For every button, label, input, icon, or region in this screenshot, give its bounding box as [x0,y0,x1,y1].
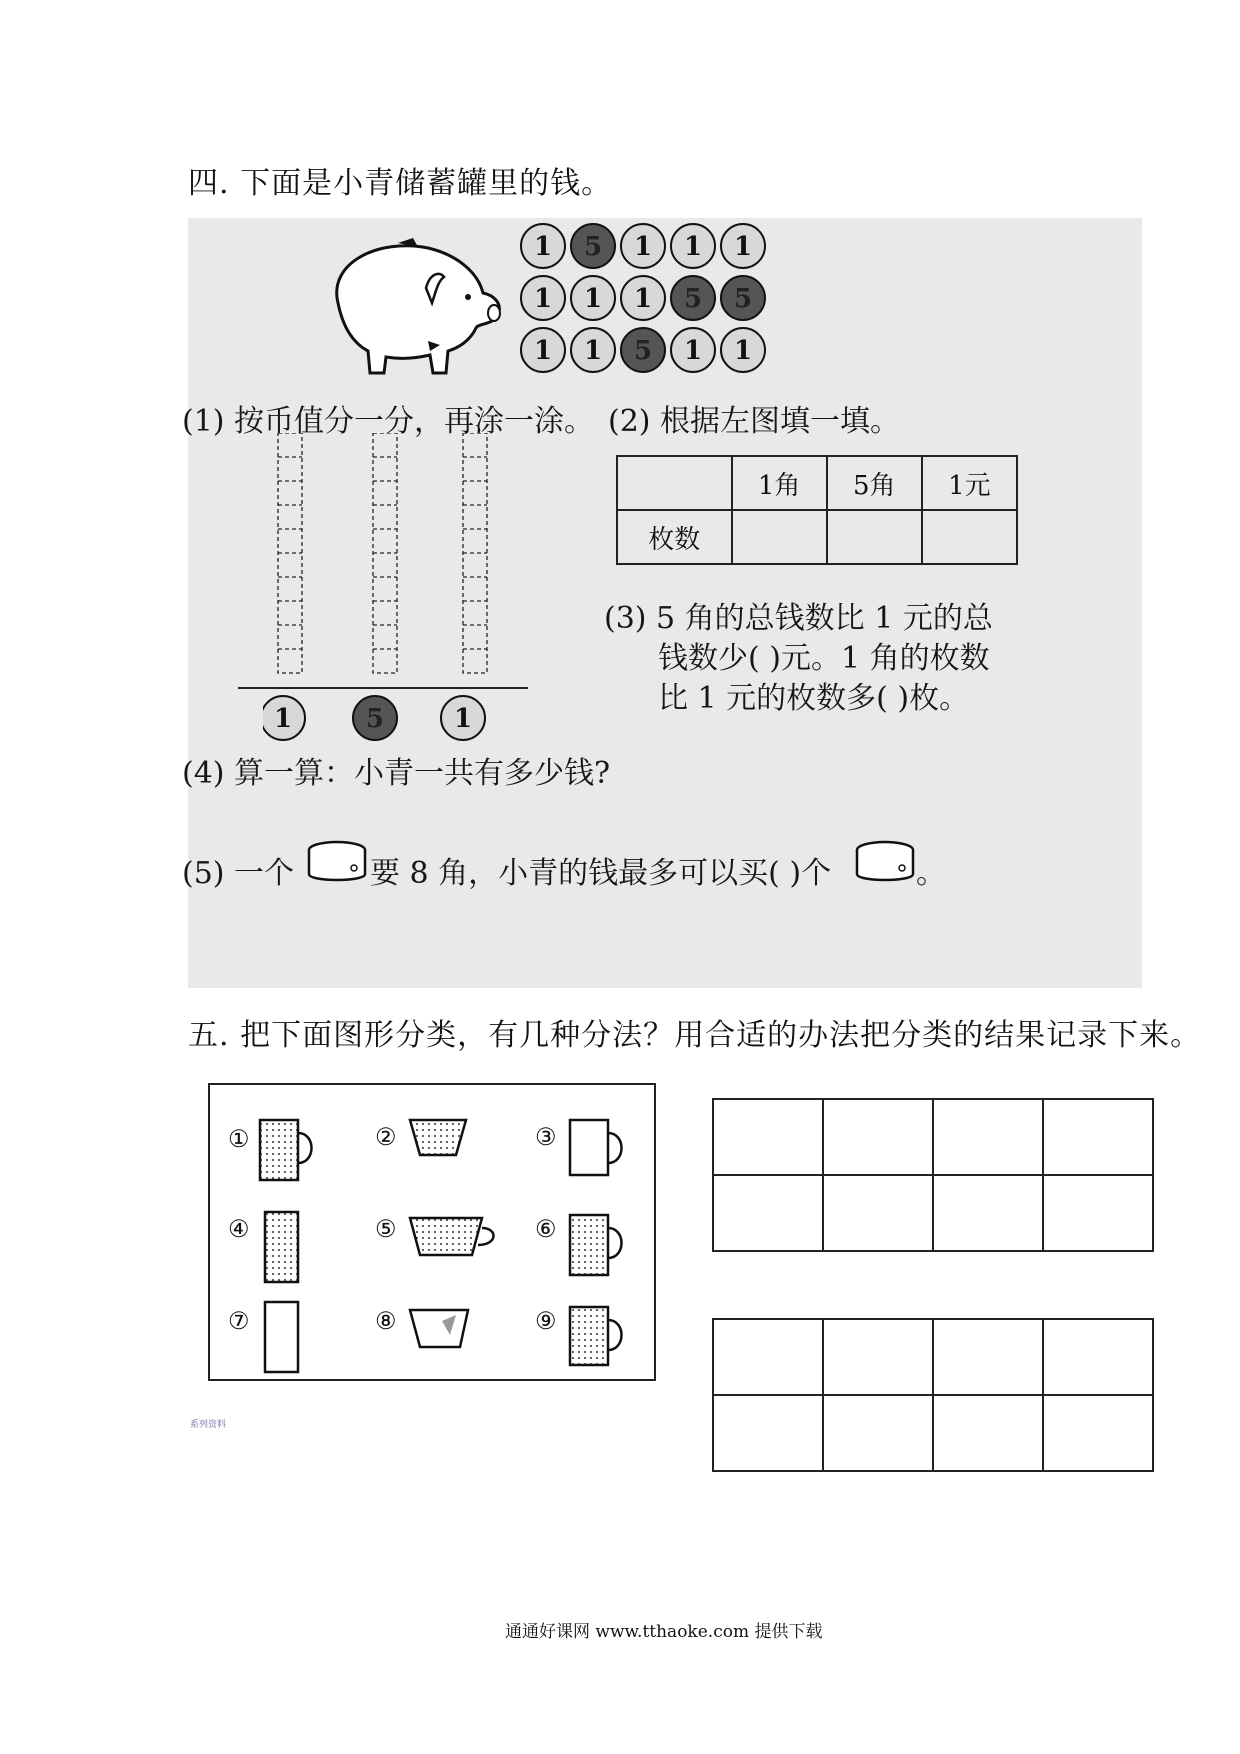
grid-coin-5 [521,276,565,320]
table-cell-5jiao[interactable] [827,510,922,564]
grid-cell[interactable] [1043,1099,1153,1175]
svg-text:1: 1 [633,232,653,262]
scanned-exercise-image [182,218,1142,988]
coin-count-table [616,455,1018,565]
q1-text: (1) 按币值分一分，再涂一涂。 [182,404,595,439]
bowl-icon [306,838,368,888]
svg-text:1: 1 [683,336,703,366]
grid-cell[interactable] [823,1395,933,1471]
svg-text:1: 1 [533,336,553,366]
q4-text: (4) 算一算：小青一共有多少钱? [182,756,611,791]
grid-cell[interactable] [713,1099,823,1175]
svg-text:1: 1 [733,232,753,262]
grid-coin-9 [721,276,765,320]
q3-line2: 钱数少( )元。1 角的枚数 [658,641,990,676]
table-header-5jiao: 5角 [827,456,922,510]
svg-text:1: 1 [733,336,753,366]
svg-text:1: 1 [683,232,703,262]
svg-text:5: 5 [365,704,385,734]
bottom-coin-2 [441,696,485,740]
q3-line3: 比 1 元的枚数多( )枚。 [658,681,970,716]
grid-coin-11 [571,328,615,372]
svg-text:1: 1 [583,336,603,366]
answer-grid-2 [712,1318,1154,1472]
cup-number-9: ⑨ [535,1307,557,1335]
q5-part2: 要 8 角，小青的钱最多可以买( )个 [370,856,832,891]
cup-number-2: ② [375,1123,397,1151]
grid-cell[interactable] [933,1175,1043,1251]
cup-number-8: ⑧ [375,1307,397,1335]
footer-text: 通通好课网 www.tthaoke.com 提供下载 [505,1622,823,1642]
cup-number-3: ③ [535,1123,557,1151]
grid-cell[interactable] [823,1175,933,1251]
cup-number-7: ⑦ [228,1307,250,1335]
grid-coin-7 [621,276,665,320]
grid-cell[interactable] [933,1319,1043,1395]
q5-part1: (5) 一个 [182,856,295,891]
cups-svg [210,1085,654,1379]
sorting-columns [238,433,528,723]
table-row-label: 枚数 [617,510,732,564]
svg-text:5: 5 [633,336,653,366]
svg-text:1: 1 [533,232,553,262]
coin-grid [518,218,768,378]
grid-cell[interactable] [933,1395,1043,1471]
table-cell-1jiao[interactable] [732,510,827,564]
grid-coin-13 [671,328,715,372]
svg-text:5: 5 [733,284,753,314]
svg-text:1: 1 [633,284,653,314]
grid-cell[interactable] [713,1175,823,1251]
cups-figure [208,1083,656,1381]
grid-coin-4 [721,224,765,268]
q5-part3: 。 [916,856,946,891]
grid-coin-6 [571,276,615,320]
grid-cell[interactable] [1043,1175,1153,1251]
bottom-coins [263,688,523,748]
svg-text:1: 1 [583,284,603,314]
grid-cell[interactable] [713,1319,823,1395]
cup-number-4: ④ [228,1215,250,1243]
grid-coin-8 [671,276,715,320]
watermark-text: 系列资料 [190,1420,227,1430]
grid-coin-1 [571,224,615,268]
grid-cell[interactable] [1043,1395,1153,1471]
grid-cell[interactable] [713,1395,823,1471]
answer-grid-1 [712,1098,1154,1252]
grid-cell[interactable] [823,1099,933,1175]
table-header-empty [617,456,732,510]
svg-text:5: 5 [683,284,703,314]
bowl-icon-2 [854,838,916,888]
cup-number-6: ⑥ [535,1215,557,1243]
grid-coin-2 [621,224,665,268]
grid-coin-12 [621,328,665,372]
table-cell-1yuan[interactable] [922,510,1017,564]
svg-text:1: 1 [453,704,473,734]
q3-line1: (3) 5 角的总钱数比 1 元的总 [604,601,993,636]
section5-title: 五. 把下面图形分类，有几种分法？用合适的办法把分类的结果记录下来。 [188,1018,1202,1053]
cup-number-1: ① [228,1125,250,1153]
section4-title: 四. 下面是小青储蓄罐里的钱。 [188,166,613,201]
svg-text:5: 5 [583,232,603,262]
grid-cell[interactable] [933,1099,1043,1175]
table-header-1yuan: 1元 [922,456,1017,510]
grid-coin-3 [671,224,715,268]
grid-cell[interactable] [823,1319,933,1395]
cup-number-5: ⑤ [375,1215,397,1243]
grid-coin-0 [521,224,565,268]
svg-text:1: 1 [533,284,553,314]
table-header-1jiao: 1角 [732,456,827,510]
grid-coin-10 [521,328,565,372]
grid-cell[interactable] [1043,1319,1153,1395]
q2-text: (2) 根据左图填一填。 [608,404,901,439]
grid-coin-14 [721,328,765,372]
piggy-bank-icon [318,233,508,383]
bottom-coin-1 [353,696,397,740]
svg-text:1: 1 [273,704,293,734]
bottom-coin-0 [263,696,305,740]
